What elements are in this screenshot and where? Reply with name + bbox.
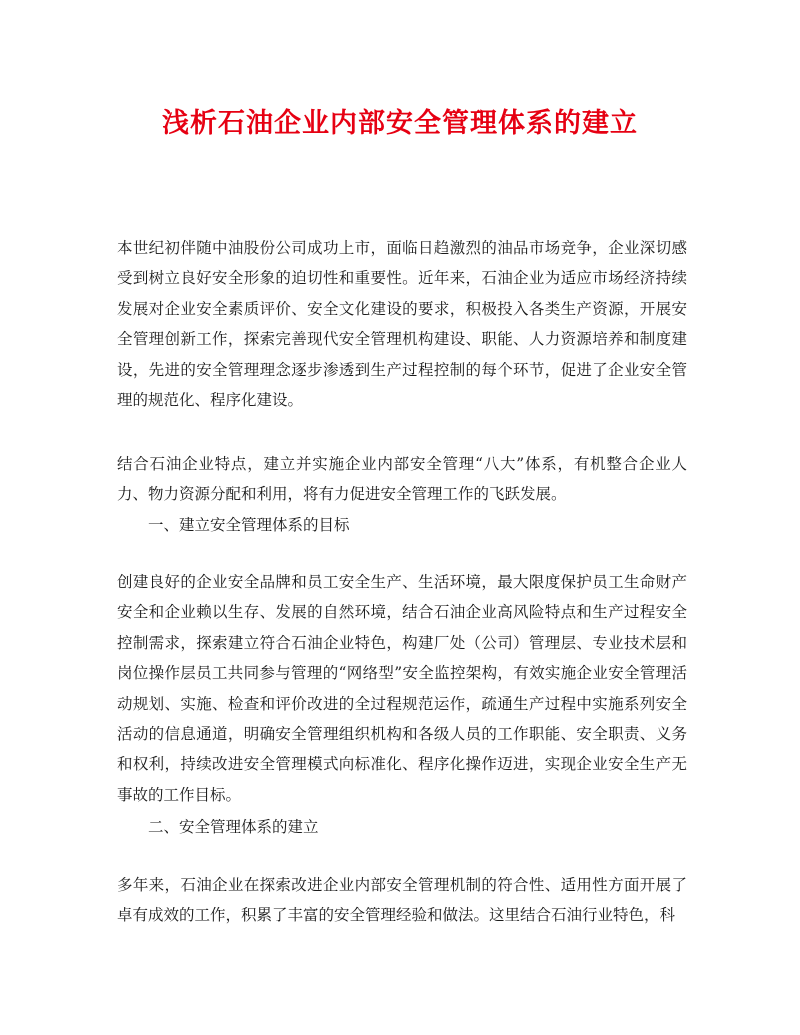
body-paragraph: 多年来，石油企业在探索改进企业内部安全管理机制的符合性、适用性方面开展了卓有成效的工作，积累了丰富的安全管理经验和做法。这里结合石油行业特色，科 bbox=[117, 876, 687, 925]
body-paragraph: 结合石油企业特点，建立并实施企业内部安全管理“八大”体系，有机整合企业人力、物力资源分配和利用，将有力促进安全管理工作的飞跃发展。 bbox=[117, 455, 687, 504]
section-heading: 一、建立安全管理体系的目标 bbox=[148, 516, 350, 534]
document-title: 浅析石油企业内部安全管理体系的建立 bbox=[162, 108, 638, 139]
section-heading: 二、安全管理体系的建立 bbox=[148, 818, 319, 836]
body-paragraph: 本世纪初伴随中油股份公司成功上市，面临日趋激烈的油品市场竞争，企业深切感受到树立良好安全形象的迫切性和重要性。近年来，石油企业为适应市场经济持续发展对企业安全素质评价、安全文化建设的要求，积极投入各类生产资源，开展安全管理创新工作，探索完善现代安全管理机构建设、职能、人力资源培养和制度建设，先进的安全管理理念逐步渗透到生产过程控制的每个环节，促进了企业安全管理的规范化、程序化建设。 bbox=[117, 239, 687, 410]
body-paragraph: 创建良好的企业安全品牌和员工安全生产、生活环境，最大限度保护员工生命财产安全和企业赖以生存、发展的自然环境，结合石油企业高风险特点和生产过程安全控制需求，探索建立符合石油企业特色，构建厂处（公司）管理层、专业技术层和岗位操作层员工共同参与管理的“网络型”安全监控架构，有效实施企业安全管理活动规划、实施、检查和评价改进的全过程规范运作，疏通生产过程中实施系列安全活动的信息通道，明确安全管理组织机构和各级人员的工作职能、安全职责、义务和权利，持续改进安全管理模式向标准化、程序化操作迈进，实现企业安全生产无事故的工作目标。 bbox=[117, 573, 687, 804]
